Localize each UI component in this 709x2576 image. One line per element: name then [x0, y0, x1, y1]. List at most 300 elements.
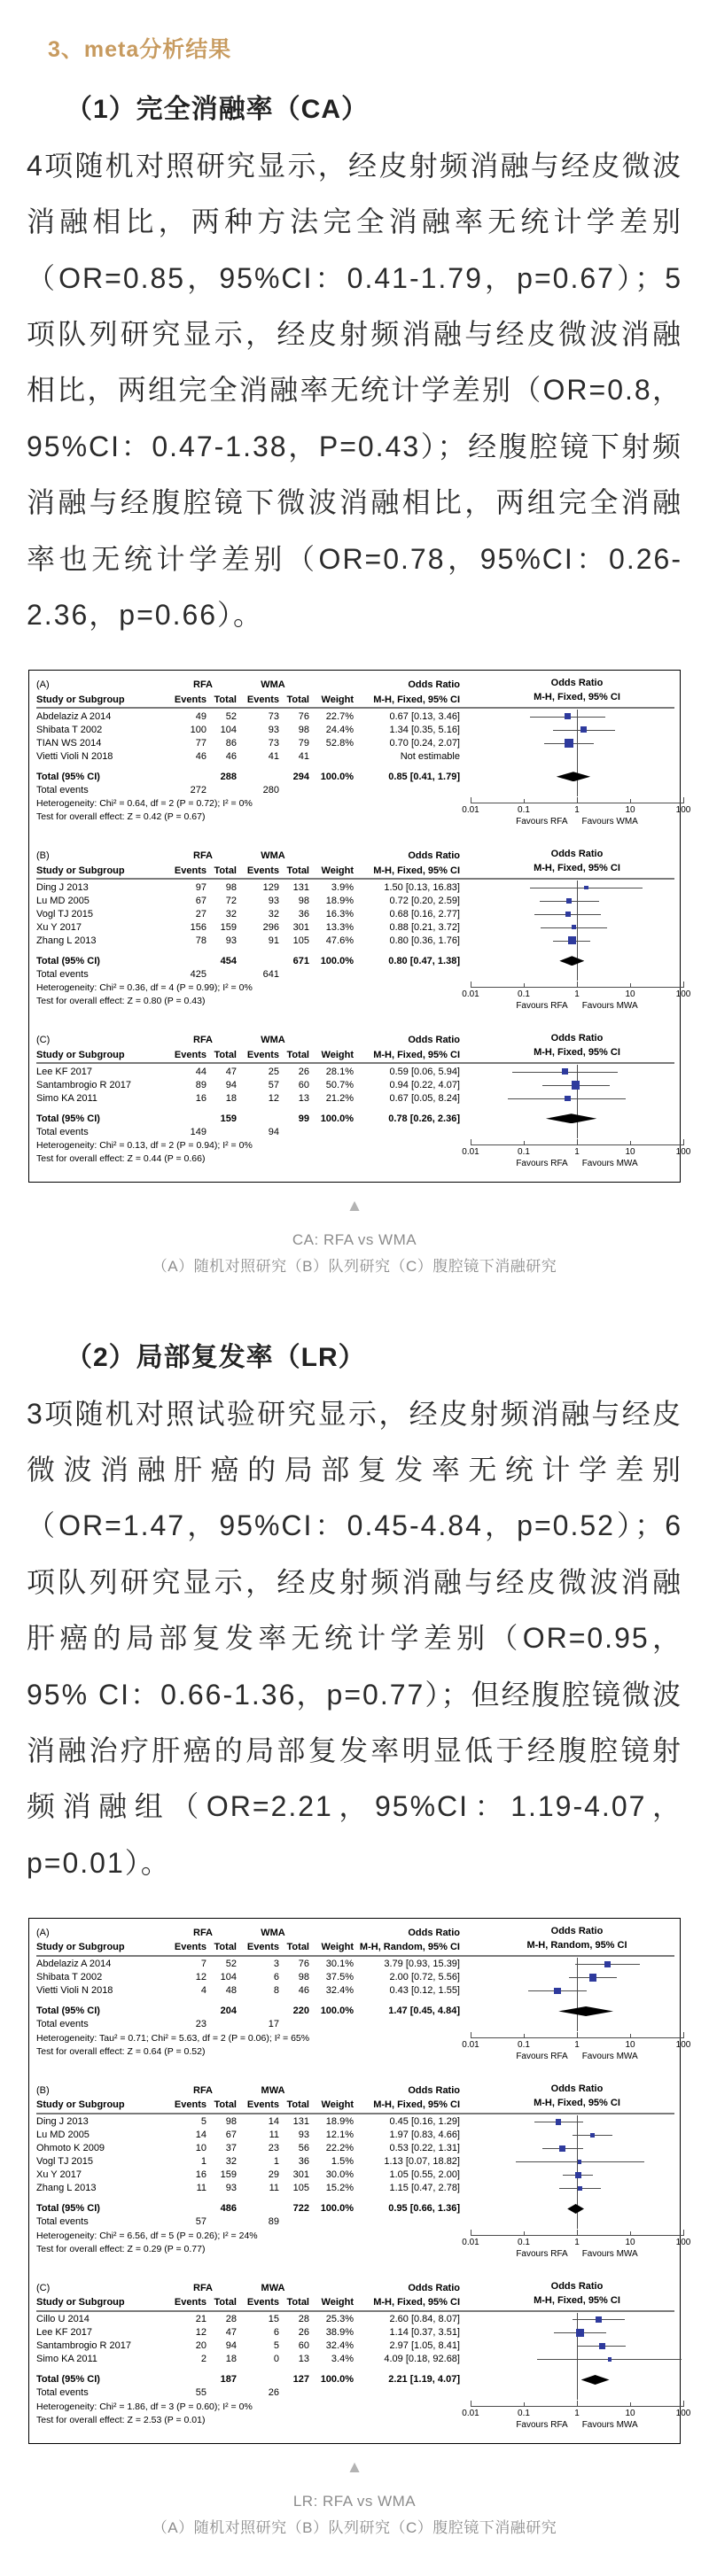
figure-caption-legend: （A）随机对照研究（B）队列研究（C）腹腔镜下消融研究 [152, 1257, 557, 1275]
axis-tick-label: 100 [675, 989, 691, 1000]
effect-square [590, 2133, 595, 2138]
total-mwa-value: 76 [298, 710, 309, 722]
spacer-row [36, 763, 674, 770]
weight-value: 18.9% [325, 2116, 354, 2128]
heterogeneity-text: Heterogeneity: Chi² = 0.13, df = 2 (P = 0.94); I² = 0% [36, 1140, 253, 1152]
ci-text: 2.97 [1.05, 8.41] [389, 2340, 460, 2352]
column-header-events-mwa: Events [246, 1942, 279, 1953]
weight-value: 18.9% [325, 895, 354, 906]
forest-graph-cell [471, 2313, 683, 2326]
forest-graph-cell [471, 967, 683, 981]
column-header-total-mwa: Total [286, 2297, 309, 2308]
total-diamond [581, 2375, 610, 2385]
study-row [36, 749, 674, 763]
total-rfa-n: 159 [220, 1113, 237, 1124]
events-rfa-value: 77 [195, 737, 206, 749]
overall-effect-text: Test for overall effect: Z = 0.44 (P = 0.66) [36, 1153, 206, 1165]
total-rfa-value: 52 [225, 1959, 237, 1970]
group1-label: RFA [193, 2084, 213, 2096]
forest-graph-cell [471, 2202, 683, 2215]
page-title: 3、meta分析结果 [48, 37, 232, 62]
null-effect-line [577, 749, 578, 763]
forest-graph-cell [471, 2366, 683, 2373]
total-weight: 100.0% [320, 2203, 354, 2215]
column-header-study: Study or Subgroup [36, 1049, 125, 1060]
collapse-triangle-icon: ▲ [346, 1197, 363, 1216]
total-rfa-value: 32 [225, 908, 237, 919]
events-mwa-value: 0 [273, 2354, 279, 2365]
axis-tick-label: 0.1 [518, 2408, 530, 2418]
total-events-label: Total events [36, 784, 89, 795]
forest-graph-cell [471, 2326, 683, 2339]
total-mwa-n: 127 [292, 2374, 309, 2386]
column-header-study: Study or Subgroup [36, 2099, 125, 2111]
null-effect-line [577, 2386, 578, 2400]
column-header-weight: Weight [321, 1942, 354, 1953]
heterogeneity-text: Heterogeneity: Chi² = 1.86, df = 3 (P = 0.60); I² = 0% [36, 2401, 253, 2412]
study-row [36, 881, 674, 894]
study-row [36, 2142, 674, 2155]
total-rfa-value: 159 [220, 921, 237, 933]
forest-graph-cell [471, 2018, 683, 2031]
column-header-row [36, 692, 674, 709]
study-row [36, 2182, 674, 2195]
spacer-row [36, 1105, 674, 1112]
effect-square [572, 1081, 580, 1090]
forest-graph-cell [471, 763, 683, 770]
axis-tick [630, 799, 631, 803]
ci-text: 0.59 [0.06, 5.94] [389, 1066, 460, 1077]
weight-value: 32.4% [325, 1985, 354, 1997]
forest-graph-cell [471, 947, 683, 954]
total-rfa-n: 204 [220, 2006, 237, 2017]
study-name: Ohmoto K 2009 [36, 2143, 105, 2154]
axis-tick-label: 0.1 [518, 1147, 530, 1158]
events-rfa-value: 89 [195, 1079, 206, 1090]
weight-value: 24.4% [325, 724, 354, 735]
column-header-events-mwa: Events [246, 865, 279, 876]
total-rfa-value: 98 [225, 2116, 237, 2128]
events-mwa-value: 11 [269, 2183, 279, 2194]
study-row [36, 2129, 674, 2142]
total-mwa-value: 131 [292, 881, 309, 893]
total-rfa-value: 28 [225, 2314, 237, 2325]
ci-text: 0.53 [0.22, 1.31] [389, 2143, 460, 2154]
axis-tick [524, 983, 525, 988]
study-name: Shibata T 2002 [36, 1972, 103, 1983]
study-row [36, 736, 674, 749]
group2-label: WMA [261, 1035, 285, 1046]
total-mwa-value: 105 [292, 2183, 309, 2194]
axis-tick-label: 1 [574, 1147, 580, 1158]
null-effect-line [577, 1105, 578, 1112]
ci-text: 4.09 [0.18, 92.68] [384, 2354, 460, 2365]
group2-label: WMA [261, 679, 285, 691]
total-ci-text: 2.21 [1.19, 4.07] [388, 2374, 460, 2386]
column-header-events-mwa: Events [246, 1049, 279, 1060]
total-mwa-value: 98 [298, 1972, 309, 1983]
overall-effect-text: Test for overall effect: Z = 0.42 (P = 0.67) [36, 811, 206, 823]
events-rfa-value: 16 [195, 1092, 206, 1104]
study-name: Xu Y 2017 [36, 921, 82, 933]
column-header-total-mwa: Total [286, 865, 309, 876]
total-weight: 100.0% [320, 1113, 354, 1124]
ci-text: 0.43 [0.12, 1.55] [389, 1985, 460, 1997]
forest-graph-cell [471, 2182, 683, 2195]
weight-value: 28.1% [325, 1066, 354, 1077]
total-mwa-value: 301 [292, 2169, 309, 2181]
axis-tick-label: 0.01 [462, 805, 479, 816]
column-header-events-rfa: Events [174, 1942, 206, 1953]
group1-label: RFA [193, 850, 213, 862]
total-mwa-value: 56 [298, 2143, 309, 2154]
forest-graph-cell [471, 2169, 683, 2182]
events-rfa-value: 12 [195, 2327, 206, 2339]
null-effect-line [577, 1998, 578, 2005]
forest-footer [36, 2032, 691, 2066]
weight-value: 22.2% [325, 2143, 354, 2154]
events-mwa-value: 29 [268, 2169, 279, 2181]
forest-subplot [36, 2280, 691, 2434]
total-events-mwa: 17 [268, 2019, 279, 2030]
total-rfa-value: 86 [225, 737, 237, 749]
forest-graph-cell [471, 1112, 683, 1125]
spacer-row [36, 2195, 674, 2202]
weight-value: 3.9% [331, 881, 354, 893]
heterogeneity-text: Heterogeneity: Chi² = 6.56, df = 5 (P = 0.26); I² = 24% [36, 2230, 258, 2241]
null-effect-line [577, 947, 578, 954]
ci-text: 0.94 [0.22, 4.07] [389, 1079, 460, 1090]
weight-value: 30.0% [325, 2169, 354, 2181]
overall-effect-text: Test for overall effect: Z = 0.29 (P = 0.77) [36, 2243, 206, 2254]
effect-square [565, 912, 571, 917]
study-name: Lee KF 2017 [36, 1066, 92, 1077]
group1-label: RFA [193, 1927, 213, 1938]
events-mwa-value: 73 [268, 737, 279, 749]
total-rfa-value: 52 [225, 710, 237, 722]
forest-graph-cell [471, 2115, 683, 2129]
stats-block [36, 797, 471, 831]
events-rfa-value: 16 [195, 2169, 206, 2181]
section-ca-paragraph: 4项随机对照研究显示，经皮射频消融与经皮微波消融相比，两种方法完全消融率无统计学差别（OR=0.85，95%CI：0.41-1.79，p=0.67）；5项队列研究显示，经皮射频消融与经皮微波消融相比，两组完全消融率无统计学差别（OR=0.8，95%CI：0.47-1.38，P=0.43）；经腹腔镜下射频消融与经腹腔镜下微波消融相比，两组完全消融率也无统计学差别（OR=0.78，95%CI：0.26-2.36，p=0.66）。 [27, 150, 682, 631]
total-rfa-value: 98 [225, 881, 237, 893]
total-events-mwa: 641 [262, 968, 279, 980]
total-mwa-value: 46 [298, 1985, 309, 1997]
group-header-row [36, 2281, 674, 2295]
axis-tick [577, 983, 578, 988]
forest-graph-cell [471, 749, 683, 763]
weight-value: 47.6% [325, 935, 354, 946]
favours-labels [471, 2052, 683, 2061]
study-name: Zhang L 2013 [36, 935, 97, 946]
effect-square [596, 2316, 602, 2323]
total-weight: 100.0% [320, 771, 354, 782]
total-events-row [36, 2018, 674, 2031]
subplot-label: (B) [36, 850, 50, 862]
forest-graph-cell [471, 2195, 683, 2202]
total-mwa-value: 26 [298, 1066, 309, 1077]
forest-graph-cell [471, 920, 683, 934]
study-name: Vietti Violi N 2018 [36, 1985, 113, 1997]
effect-square [562, 1068, 568, 1075]
favours-left-label: Favours RFA [516, 2248, 568, 2259]
study-name: Lu MD 2005 [36, 895, 90, 906]
study-row [36, 2339, 674, 2353]
axis-tick [683, 797, 684, 803]
total-events-rfa: 425 [190, 968, 206, 980]
total-mwa-value: 60 [298, 1079, 309, 1090]
total-rfa-value: 159 [220, 2169, 237, 2181]
axis-tick [577, 2402, 578, 2407]
ci-text: 1.34 [0.35, 5.16] [389, 724, 460, 735]
events-mwa-value: 3 [273, 1959, 279, 1970]
events-mwa-value: 25 [268, 1066, 279, 1077]
subplot-label: (A) [36, 679, 50, 691]
total-mwa-value: 28 [298, 2314, 309, 2325]
total-weight: 100.0% [320, 955, 354, 966]
column-header-events-mwa: Events [246, 694, 279, 705]
total-row [36, 2373, 674, 2386]
column-header-total-rfa: Total [214, 2297, 237, 2308]
events-mwa-value: 11 [269, 2130, 279, 2141]
study-row [36, 710, 674, 723]
total-mwa-value: 60 [298, 2340, 309, 2352]
group-header-row [36, 2083, 674, 2098]
forest-plot-ca [28, 670, 691, 1183]
total-events-row [36, 2386, 674, 2400]
effect-square [565, 713, 571, 719]
ci-text: 1.14 [0.37, 3.51] [389, 2327, 460, 2339]
forest-footer [36, 1139, 691, 1173]
events-rfa-value: 156 [190, 921, 206, 933]
effect-square [578, 2186, 583, 2192]
forest-subplot [36, 1033, 691, 1173]
effect-square [568, 936, 576, 944]
forest-graph-cell [471, 1105, 683, 1112]
section-complete-ablation [27, 87, 691, 1280]
heterogeneity-text: Heterogeneity: Tau² = 0.71; Chi² = 5.63, df = 2 (P = 0.06); I² = 65% [36, 2032, 310, 2044]
group1-label: RFA [193, 2282, 213, 2293]
favours-labels [471, 1159, 683, 1168]
total-weight: 100.0% [320, 2374, 354, 2386]
axis-tick [577, 2034, 578, 2038]
subplot-label: (C) [36, 2282, 51, 2293]
axis-tick-label: 0.1 [518, 2039, 530, 2050]
weight-value: 50.7% [325, 1079, 354, 1090]
effect-square [599, 2343, 606, 2350]
favours-right-label: Favours MWA [581, 1159, 638, 1169]
axis-tick-label: 0.01 [462, 2039, 479, 2050]
effect-square [572, 925, 576, 929]
events-rfa-value: 100 [190, 724, 206, 735]
total-mwa-value: 41 [298, 750, 309, 762]
column-header-method: M-H, Random, 95% CI [359, 1942, 460, 1953]
group1-label: RFA [193, 1035, 213, 1046]
axis-tick [683, 2032, 684, 2038]
favours-left-label: Favours RFA [516, 2051, 568, 2061]
axis-tick [524, 1141, 525, 1145]
events-mwa-value: 6 [273, 1972, 279, 1983]
group-header-row [36, 849, 674, 863]
column-header-total-mwa: Total [286, 1049, 309, 1060]
total-diamond [558, 2006, 613, 2016]
column-header-method-graph: M-H, Fixed, 95% CI [534, 1047, 620, 1059]
total-ci-text: 0.78 [0.26, 2.36] [388, 1113, 460, 1124]
forest-plot-lr [28, 1918, 691, 2444]
study-name: Zhang L 2013 [36, 2183, 97, 2194]
null-effect-line [577, 1125, 578, 1138]
section-lr-paragraph: 3项随机对照试验研究显示，经皮射频消融与经皮微波消融肝癌的局部复发率无统计学差别（OR=1.47，95%CI：0.45-4.84，p=0.52）；6项队列研究显示，经皮射频消融与经皮微波消融肝癌的局部复发率无统计学差别（OR=0.95，95% CI：0.66-1.36，p=0.77）；但经腹腔镜微波消融治疗肝癌的局部复发率明显低于经腹腔镜射频消融组（OR=2.21，95%CI：1.19-4.07，p=0.01）。 [27, 1397, 682, 1879]
study-row [36, 920, 674, 934]
total-events-rfa: 55 [195, 2387, 206, 2399]
axis-tick-label: 0.1 [518, 2237, 530, 2247]
total-mwa-value: 13 [298, 1092, 309, 1104]
ci-text: 1.97 [0.83, 4.66] [389, 2130, 460, 2141]
effect-measure-label-graph: Odds Ratio [550, 2083, 604, 2094]
total-mwa-n: 294 [292, 771, 309, 782]
column-header-events-mwa: Events [246, 2297, 279, 2308]
odds-ratio-axis [462, 797, 691, 831]
study-row [36, 934, 674, 947]
column-header-total-rfa: Total [214, 1942, 237, 1953]
column-header-method: M-H, Fixed, 95% CI [373, 694, 460, 705]
study-name: Abdelaziz A 2014 [36, 710, 112, 722]
overall-effect-text: Test for overall effect: Z = 0.80 (P = 0.43) [36, 996, 206, 1007]
effect-square [566, 898, 572, 904]
study-row [36, 1971, 674, 1984]
column-header-total-mwa: Total [286, 1942, 309, 1953]
axis-tick [524, 2231, 525, 2236]
axis-tick-label: 1 [574, 2237, 580, 2247]
subplot-label: (A) [36, 1927, 50, 1938]
weight-value: 13.3% [325, 921, 354, 933]
forest-subplot [36, 1925, 691, 2066]
study-row [36, 1984, 674, 1998]
total-events-label: Total events [36, 968, 89, 980]
total-rfa-value: 37 [225, 2143, 237, 2154]
study-name: TIAN WS 2014 [36, 737, 102, 749]
group2-label: WMA [261, 1927, 285, 1938]
weight-value: 1.5% [331, 2156, 354, 2168]
effect-square [576, 2329, 583, 2336]
total-mwa-value: 79 [298, 737, 309, 749]
total-events-rfa: 272 [190, 784, 206, 795]
column-header-row [36, 2295, 674, 2312]
effect-measure-label: Odds Ratio [408, 850, 460, 862]
forest-graph-cell [471, 881, 683, 894]
total-rfa-value: 94 [225, 2340, 237, 2352]
events-mwa-value: 8 [273, 1985, 279, 1997]
total-rfa-value: 47 [225, 1066, 237, 1077]
total-label: Total (95% CI) [36, 955, 100, 966]
ci-text: Not estimable [400, 750, 460, 762]
axis-tick [630, 2231, 631, 2236]
null-effect-line [577, 967, 578, 981]
forest-graph-cell [471, 1984, 683, 1998]
axis-tick [524, 2402, 525, 2407]
forest-graph-cell [471, 2155, 683, 2169]
axis-tick-label: 0.01 [462, 1147, 479, 1158]
total-diamond [546, 1113, 596, 1123]
events-mwa-value: 1 [273, 2156, 279, 2168]
forest-graph-cell [471, 2215, 683, 2229]
total-mwa-value: 93 [298, 2130, 309, 2141]
study-name: Abdelaziz A 2014 [36, 1959, 112, 1970]
heterogeneity-text: Heterogeneity: Chi² = 0.36, df = 4 (P = 0.99); I² = 0% [36, 982, 253, 994]
column-header-events-rfa: Events [174, 694, 206, 705]
total-events-mwa: 280 [262, 784, 279, 795]
effect-measure-label: Odds Ratio [408, 1927, 460, 1938]
study-name: Vogl TJ 2015 [36, 2156, 94, 2168]
study-row [36, 723, 674, 736]
forest-graph-cell [471, 2386, 683, 2400]
column-header-total-rfa: Total [214, 694, 237, 705]
group2-label: MWA [261, 2282, 285, 2293]
events-rfa-value: 20 [195, 2340, 206, 2352]
events-mwa-value: 6 [273, 2327, 279, 2339]
forest-graph-cell [471, 710, 683, 723]
events-rfa-value: 7 [200, 1959, 206, 1970]
column-header-events-rfa: Events [174, 1049, 206, 1060]
column-header-method-graph: M-H, Fixed, 95% CI [534, 863, 620, 874]
column-header-method: M-H, Fixed, 95% CI [373, 1049, 460, 1060]
spacer-row [36, 1998, 674, 2005]
effect-measure-label: Odds Ratio [408, 2084, 460, 2096]
ci-text: 1.05 [0.55, 2.00] [389, 2169, 460, 2181]
forest-graph-cell [471, 2142, 683, 2155]
total-rfa-n: 454 [220, 955, 237, 966]
null-effect-line [577, 783, 578, 796]
forest-subplot [36, 849, 691, 1015]
effect-measure-label-graph: Odds Ratio [550, 2280, 604, 2292]
total-events-row [36, 967, 674, 981]
total-mwa-value: 98 [298, 895, 309, 906]
events-rfa-value: 46 [195, 750, 206, 762]
events-rfa-value: 14 [195, 2130, 206, 2141]
total-row [36, 2202, 674, 2215]
total-events-row [36, 1125, 674, 1138]
events-mwa-value: 93 [268, 895, 279, 906]
total-mwa-value: 26 [298, 2327, 309, 2339]
axis-tick-label: 100 [675, 2408, 691, 2418]
events-rfa-value: 78 [195, 935, 206, 946]
axis-tick-label: 100 [675, 2039, 691, 2050]
forest-footer [36, 2230, 691, 2263]
ci-text: 0.67 [0.05, 8.24] [389, 1092, 460, 1104]
ci-text: 0.88 [0.21, 3.72] [389, 921, 460, 933]
forest-graph-cell [471, 2353, 683, 2366]
column-header-total-rfa: Total [214, 1049, 237, 1060]
events-rfa-value: 12 [195, 1972, 206, 1983]
effect-square [608, 2357, 612, 2361]
axis-tick-label: 0.01 [462, 989, 479, 1000]
favours-right-label: Favours MWA [581, 2248, 638, 2259]
study-name: Lu MD 2005 [36, 2130, 90, 2141]
favours-labels [471, 2249, 683, 2259]
effect-square [580, 726, 587, 733]
forest-footer [36, 797, 691, 831]
study-row [36, 1065, 674, 1078]
effect-square [565, 1096, 570, 1101]
forest-graph-cell [471, 1125, 683, 1138]
null-effect-line [577, 2366, 578, 2373]
group1-label: RFA [193, 679, 213, 691]
total-rfa-value: 18 [225, 2354, 237, 2365]
column-header-study: Study or Subgroup [36, 2297, 125, 2308]
axis-tick [577, 2231, 578, 2236]
section-lr-title: （2）局部复发率（LR） [66, 1342, 366, 1372]
section-local-recurrence [27, 1335, 691, 2541]
